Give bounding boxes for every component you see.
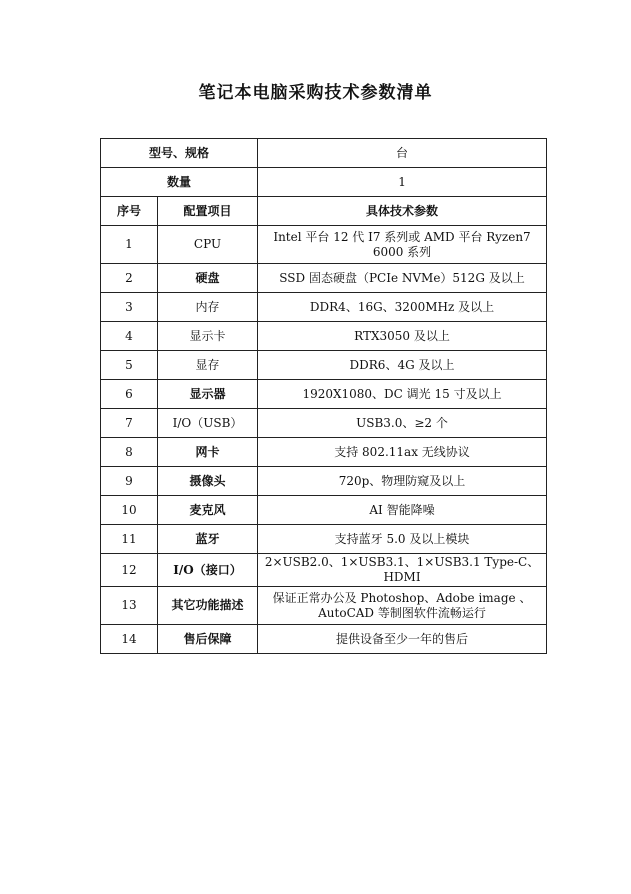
table-row <box>101 380 547 409</box>
row-params: 1920X1080、DC 调光 15 寸及以上 <box>258 380 547 409</box>
table-row <box>101 351 547 380</box>
row-params: 保证正常办公及 Photoshop、Adobe image 、AutoCAD 等制图软件流畅运行 <box>258 587 547 625</box>
quantity-row <box>101 168 547 197</box>
row-params: RTX3050 及以上 <box>258 322 547 351</box>
header-params: 具体技术参数 <box>258 197 547 226</box>
row-params: USB3.0、≥2 个 <box>258 409 547 438</box>
table-row <box>101 587 547 625</box>
row-params: DDR6、4G 及以上 <box>258 351 547 380</box>
row-index: 6 <box>101 380 158 409</box>
row-index: 2 <box>101 264 158 293</box>
row-item: I/O（接口） <box>158 554 258 587</box>
table-row <box>101 525 547 554</box>
table-row <box>101 467 547 496</box>
row-index: 4 <box>101 322 158 351</box>
row-item: 硬盘 <box>158 264 258 293</box>
row-item: 售后保障 <box>158 625 258 654</box>
row-params: DDR4、16G、3200MHz 及以上 <box>258 293 547 322</box>
row-item: 显存 <box>158 351 258 380</box>
table-row <box>101 438 547 467</box>
row-item: 麦克风 <box>158 496 258 525</box>
row-params: 提供设备至少一年的售后 <box>258 625 547 654</box>
table-row <box>101 322 547 351</box>
row-index: 12 <box>101 554 158 587</box>
row-item: CPU <box>158 226 258 264</box>
row-index: 11 <box>101 525 158 554</box>
quantity-value: 1 <box>258 168 547 197</box>
row-params: Intel 平台 12 代 I7 系列或 AMD 平台 Ryzen7 6000 系列 <box>258 226 547 264</box>
row-item: 摄像头 <box>158 467 258 496</box>
row-params: 2×USB2.0、1×USB3.1、1×USB3.1 Type-C、HDMI <box>258 554 547 587</box>
row-index: 8 <box>101 438 158 467</box>
table-row <box>101 554 547 587</box>
row-index: 7 <box>101 409 158 438</box>
row-index: 5 <box>101 351 158 380</box>
header-index: 序号 <box>101 197 158 226</box>
row-params: 支持 802.11ax 无线协议 <box>258 438 547 467</box>
header-item: 配置项目 <box>158 197 258 226</box>
row-item: 显示卡 <box>158 322 258 351</box>
row-index: 10 <box>101 496 158 525</box>
model-spec-value: 台 <box>258 139 547 168</box>
document-title: 笔记本电脑采购技术参数清单 <box>198 83 433 103</box>
row-item: 网卡 <box>158 438 258 467</box>
row-params: 720p、物理防窥及以上 <box>258 467 547 496</box>
row-params: 支持蓝牙 5.0 及以上模块 <box>258 525 547 554</box>
row-item: 蓝牙 <box>158 525 258 554</box>
row-index: 3 <box>101 293 158 322</box>
table-row <box>101 264 547 293</box>
row-item: 内存 <box>158 293 258 322</box>
table-row <box>101 496 547 525</box>
model-spec-label: 型号、规格 <box>101 139 258 168</box>
table-row <box>101 625 547 654</box>
row-params: SSD 固态硬盘（PCIe NVMe）512G 及以上 <box>258 264 547 293</box>
table-row <box>101 293 547 322</box>
spec-table <box>100 138 547 654</box>
table-row <box>101 409 547 438</box>
row-item: 显示器 <box>158 380 258 409</box>
header-row <box>101 197 547 226</box>
row-item: I/O（USB） <box>158 409 258 438</box>
row-index: 13 <box>101 587 158 625</box>
table-row <box>101 226 547 264</box>
row-index: 14 <box>101 625 158 654</box>
quantity-label: 数量 <box>101 168 258 197</box>
row-index: 1 <box>101 226 158 264</box>
model-spec-row <box>101 139 547 168</box>
row-index: 9 <box>101 467 158 496</box>
row-params: AI 智能降噪 <box>258 496 547 525</box>
row-item: 其它功能描述 <box>158 587 258 625</box>
